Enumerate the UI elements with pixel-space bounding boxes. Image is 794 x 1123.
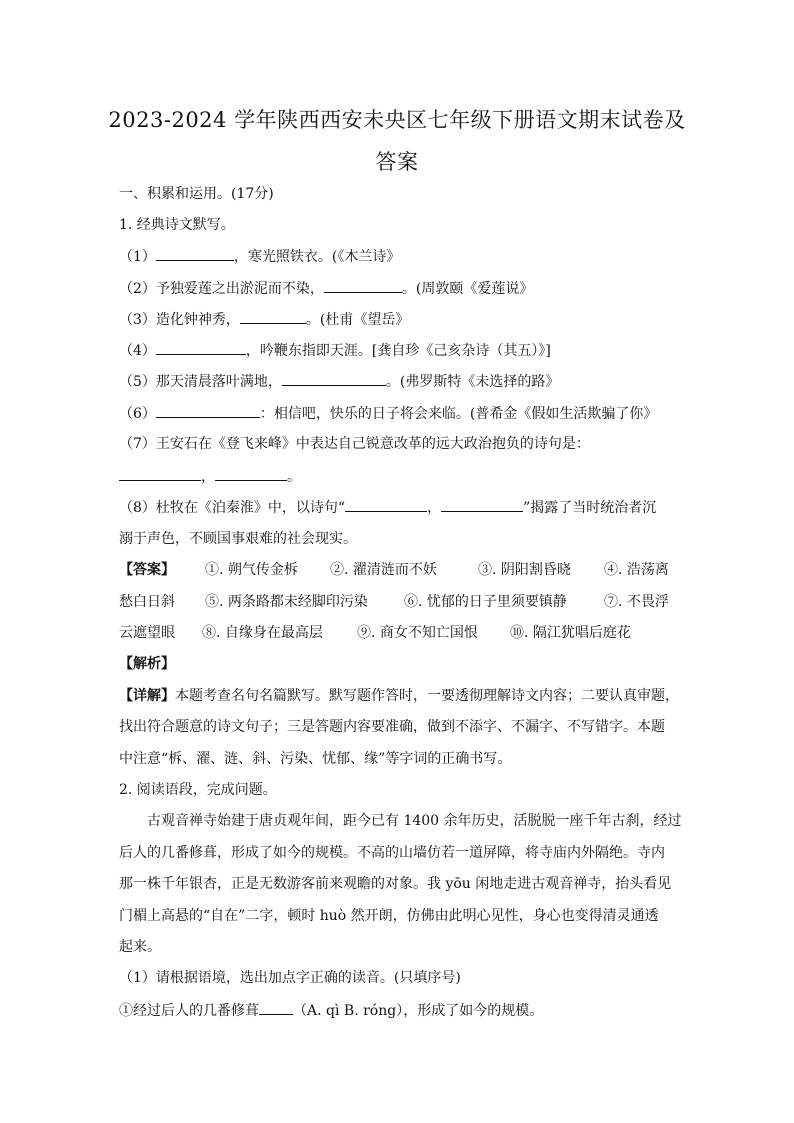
question-1-4	[119, 340, 551, 361]
answer-item: ③. 阴阳割昏晓	[478, 562, 571, 578]
passage-line-3: 那一株千年银杏，正是无数游客前来观瞻的对象。我 yōu 闲地走进古观音禅寺，抬头看见	[119, 876, 672, 892]
doc-title-line2: 答案	[375, 150, 419, 174]
question-1-7: （7）王安石在《登飞来峰》中表达自己锐意改革的远大政治抱负的诗句是：	[119, 436, 590, 452]
item-text: ，寒光照铁衣。(《木兰诗》	[233, 249, 401, 265]
answer-item: ⑥. 忧郁的日子里须要镇静	[404, 594, 567, 610]
answer-blank	[259, 1000, 293, 1015]
question-2-1-item	[119, 1000, 543, 1021]
question-1-7-blanks	[119, 466, 301, 487]
section-heading: 一、积累和运用。(17分)	[119, 186, 274, 202]
item-number: （1）	[119, 249, 156, 265]
answer-blank	[240, 309, 306, 324]
answer-blank	[345, 497, 427, 512]
answer-item: ⑦. 不畏浮	[604, 594, 669, 610]
item-text: （8）杜牧在《泊秦淮》中，以诗句“	[119, 500, 346, 516]
answer-blank	[215, 466, 287, 481]
item-text: 。(周敦颐《爱莲说》	[401, 281, 534, 297]
item-number: （4）	[119, 343, 156, 359]
detail-line-1	[119, 686, 679, 706]
item-text: ：相信吧，快乐的日子将会来临。(普希金《假如生活欺骗了你》	[259, 406, 658, 422]
question-1-8	[119, 497, 656, 518]
passage-line-5: 起来。	[119, 939, 161, 955]
answer-blank	[156, 403, 260, 418]
answer-item: 云遮望眼	[119, 625, 175, 641]
item-text: （2）予独爱莲之出淤泥而不染，	[119, 281, 324, 297]
item-text: ①经过后人的几番修葺	[119, 1003, 259, 1019]
detail-line-3: 中注意“柝、濯、涟、斜、污染、忧郁、缘”等字词的正确书写。	[119, 751, 512, 767]
question-1-1	[119, 246, 400, 267]
answer-blank	[156, 340, 246, 355]
passage-line-4: 门楣上高悬的“自在”二字，顿时 huò 然开朗，仿佛由此明心见性，身心也变得清灵通透	[119, 908, 659, 924]
punctuation: ，	[201, 469, 215, 485]
answer-label: 【答案】	[119, 562, 175, 578]
item-text: 。(弗罗斯特《未选择的路》	[385, 374, 560, 390]
passage-line-2: 后人的几番修葺，形成了如今的规模。不高的山墙仿若一道屏障，将寺庙内外隔绝。寺内	[119, 845, 665, 861]
answer-item: ④. 浩荡离	[604, 562, 669, 578]
item-number: （6）	[119, 406, 156, 422]
analysis-label: 【解析】	[119, 656, 175, 672]
answer-item: ⑤. 两条路都未经脚印污染	[205, 594, 368, 610]
answer-item: 愁白日斜	[119, 594, 175, 610]
question-1-5	[119, 371, 559, 392]
detail-line-2: 找出符合题意的诗文句子；三是答题内容要准确，做到不添字、不漏字、不写错字。本题	[119, 719, 665, 735]
answer-item: ⑧. 自缘身在最高层	[202, 625, 323, 641]
item-text: ，吟鞭东指即天涯。[龚自珍《己亥杂诗（其五）》]	[245, 343, 551, 359]
answer-item: ①. 朔气传金柝	[205, 562, 298, 578]
punctuation: 。	[287, 469, 301, 485]
question-2-1: （1）请根据语境，选出加点字正确的读音。(只填序号)	[119, 970, 461, 986]
doc-title-line1: 2023-2024 学年陕西西安未央区七年级下册语文期末试卷及	[108, 108, 686, 132]
answer-item: ⑩. 隔江犹唱后庭花	[510, 625, 631, 641]
answer-item: ②. 濯清涟而不妖	[330, 562, 437, 578]
item-text: （5）那天清晨落叶满地，	[119, 374, 282, 390]
answer-blank	[282, 371, 386, 386]
question-1-3	[119, 309, 409, 330]
question-2: 2. 阅读语段，完成问题。	[119, 782, 277, 798]
question-1-2	[119, 278, 533, 299]
detail-label: 【详解】	[119, 688, 175, 704]
answer-blank	[324, 278, 402, 293]
passage-line-1: 古观音禅寺始建于唐贞观年间，距今已有 1400 余年历史，活脱脱一座千年古刹，经过	[147, 813, 682, 829]
punctuation: ，	[427, 500, 442, 516]
answer-item: ⑨. 商女不知亡国恨	[357, 625, 478, 641]
question-1-8-cont: 溺于声色，不顾国事艰难的社会现实。	[119, 531, 357, 547]
answer-blank	[156, 246, 234, 261]
item-text: ”揭露了当时统治者沉	[523, 500, 657, 516]
question-1: 1. 经典诗文默写。	[119, 217, 235, 233]
answer-blank	[441, 497, 523, 512]
answer-blank	[119, 466, 201, 481]
detail-text: 本题考查名句名篇默写。默写题作答时，一要透彻理解诗文内容；二要认真审题，	[175, 688, 679, 704]
item-text: （A. qì B. róng），形成了如今的规模。	[293, 1003, 544, 1019]
item-text: 。(杜甫《望岳》	[305, 312, 410, 328]
item-text: （3）造化钟神秀，	[119, 312, 240, 328]
question-1-6	[119, 403, 657, 424]
